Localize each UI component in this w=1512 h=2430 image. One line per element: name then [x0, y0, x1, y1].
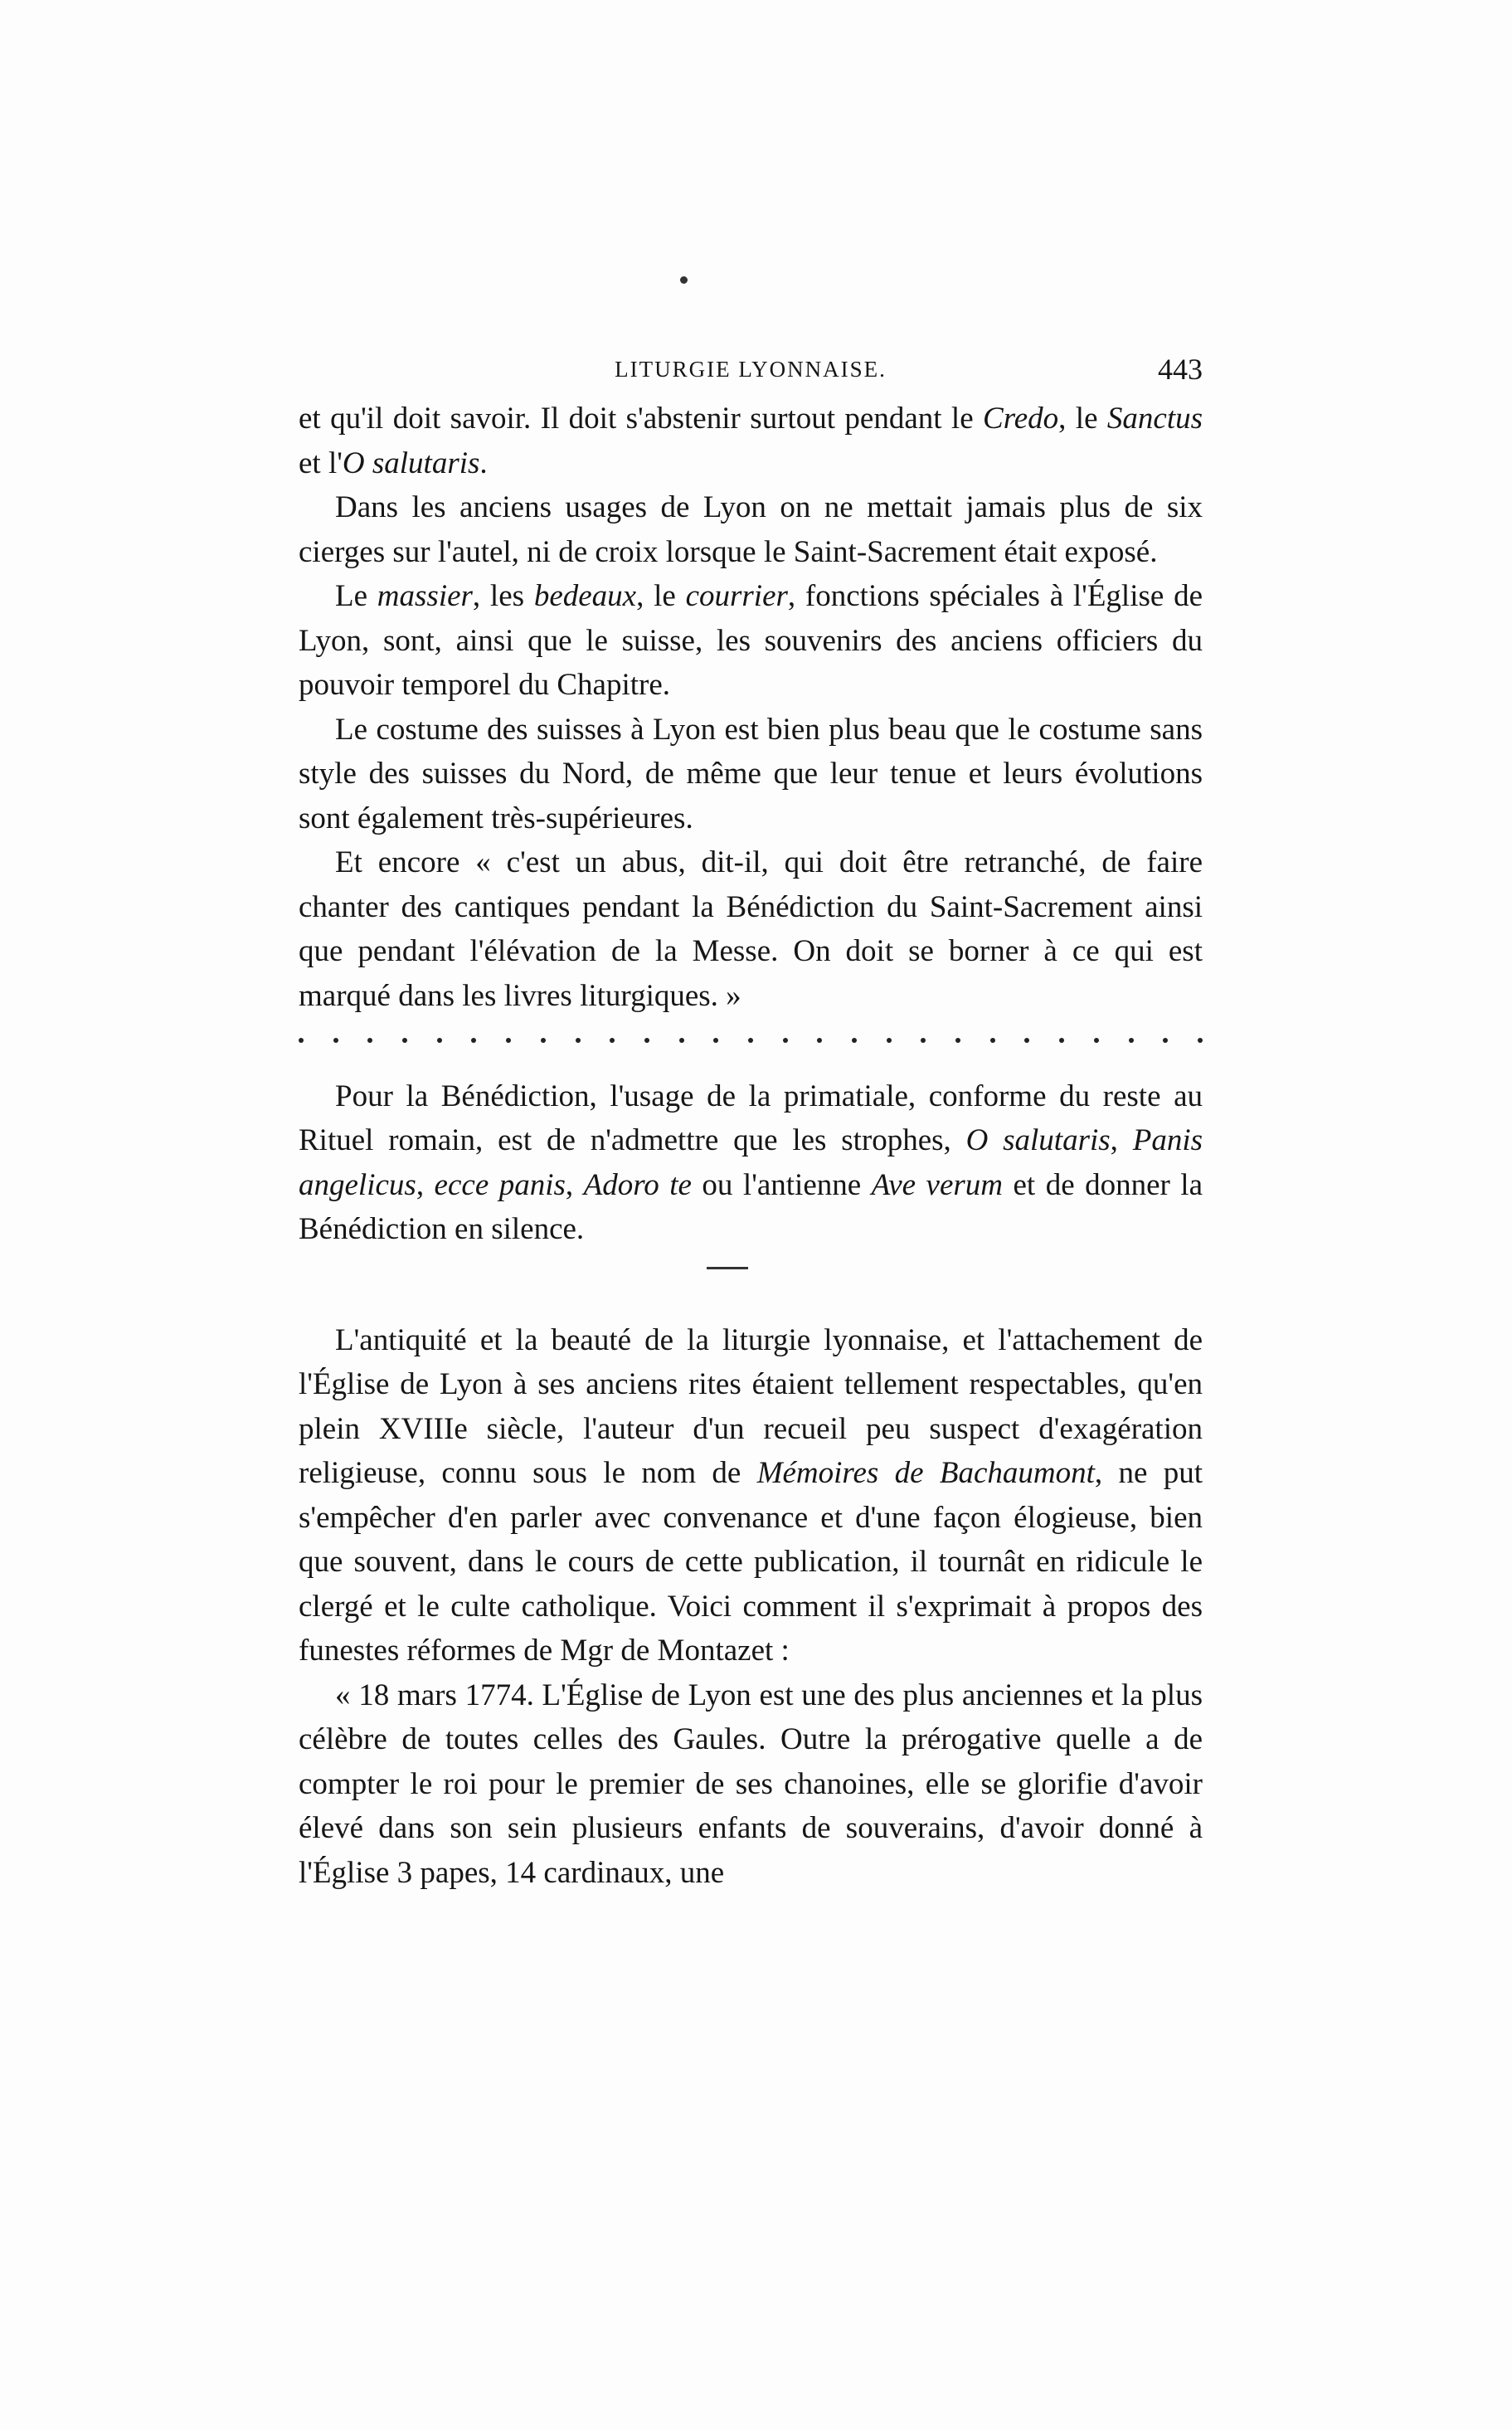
paragraph-7: L'antiquité et la beauté de la liturgie lyonnaise, et l'attachement de l'Église de Lyon à ses anciens rites étaient tellement respectables, qu'en plein XVIIIe siècle, l'auteur d'un recueil peu suspect d'exagération religieuse, connu sous le nom de Mémoires de Bachaumont, ne put s'empêcher d'en parler avec convenance et d'une façon élogieuse, bien que souvent, dans le cours de cette publication, il tournât en ridicule le clergé et le culte catholique. Voici comment il s'exprimait à propos des funestes réformes de Mgr de Montazet : [299, 1322, 1203, 1668]
running-head [299, 348, 1203, 390]
term-massier: massier [377, 579, 473, 613]
paragraph-8: « 18 mars 1774. L'Église de Lyon est une des plus anciennes et la plus célèbre de toutes celles des Gaules. Outre la prérogative quelle a de compter le roi pour le premier de ses chanoines, elle se glorifie d'avoir élevé dans son sein plusieurs enfants de souverains, d'avoir donné à l'Église 3 papes, 14 cardinaux, une [299, 1678, 1203, 1890]
section-separator [299, 1252, 1203, 1318]
separator-rule [707, 1267, 748, 1269]
term-ecce-panis: ecce panis [434, 1167, 566, 1202]
term-ave-verum: Ave verum [871, 1167, 1004, 1202]
paragraph-3: Le massier, les bedeaux, le courrier, fonctions spéciales à l'Église de Lyon, sont, ainsi que le suisse, les souvenirs des anciens officiers du pouvoir temporel du Chapitre. [299, 579, 1203, 702]
term-credo: Credo [983, 402, 1059, 436]
running-title: LITURGIE LYONNAISE. [615, 357, 887, 382]
term-o-salutaris: O salutaris [342, 446, 480, 480]
paragraph-1: et qu'il doit savoir. Il doit s'abstenir surtout pendant le Credo, le Sanctus et l'O salutaris. [299, 402, 1203, 480]
term-courrier: courrier [685, 579, 788, 613]
paragraph-4: Le costume des suisses à Lyon est bien plus beau que le costume sans style des suisses du Nord, de même que leur tenue et leurs évolutions sont également très-supérieures. [299, 712, 1203, 835]
paragraph-2: Dans les anciens usages de Lyon on ne mettait jamais plus de six cierges sur l'autel, ni de croix lorsque le Saint-Sacrement était exposé. [299, 490, 1203, 569]
paragraph-5: Et encore « c'est un abus, dit-il, qui doit être retranché, de faire chanter des cantiques pendant la Bénédiction du Saint-Sacrement ainsi que pendant l'élévation de la Messe. On doit se borner à ce qui est marqué dans les livres liturgiques. » [299, 845, 1203, 1013]
ink-speck [680, 276, 688, 284]
term-sanctus: Sanctus [1106, 402, 1203, 436]
term-memoires-bachaumont: Mémoires de Bachaumont [756, 1456, 1095, 1490]
term-bedeaux: bedeaux [533, 579, 637, 613]
term-panis-angelicus: Panis angelicus [299, 1123, 1203, 1202]
paragraph-6: Pour la Bénédiction, l'usage de la primatiale, conforme du reste au Rituel romain, est de n'admettre que les strophes, O salutaris, Panis angelicus, ecce panis, Adoro te ou l'antienne Ave verum et de donner la Bénédiction en silence. [299, 1079, 1203, 1246]
ellipsis-row [299, 1018, 1203, 1063]
body-text [299, 397, 1203, 1895]
page-number: 443 [1158, 353, 1203, 386]
term-adoro-te: Adoro te [583, 1167, 692, 1202]
term-o-salutaris-2: O salutaris [965, 1123, 1111, 1157]
